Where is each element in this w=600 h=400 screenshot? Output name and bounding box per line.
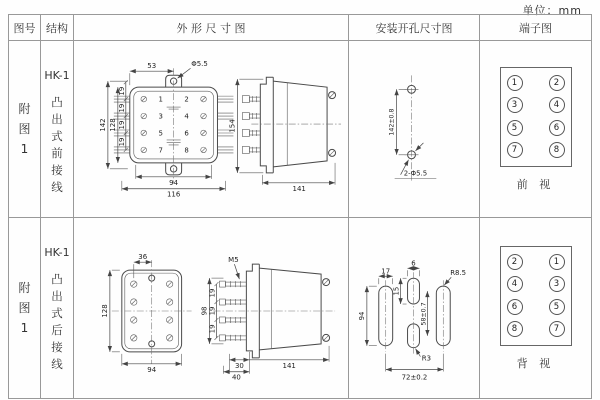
row2-terminal bbox=[480, 218, 591, 398]
dim-72-tol: 72±0.2 bbox=[401, 373, 428, 382]
terminal-column-left bbox=[507, 254, 523, 338]
row2-fig-no bbox=[9, 218, 41, 398]
structure-text: 凸出式后接线 bbox=[51, 272, 63, 371]
dim-154: 154 bbox=[228, 118, 237, 133]
terminal-pin: 5 bbox=[507, 120, 523, 136]
dim-40: 40 bbox=[231, 373, 241, 382]
terminal-number: 2 bbox=[184, 95, 189, 104]
terminal-view-label: 背 视 bbox=[516, 356, 555, 370]
terminal-column-right bbox=[549, 75, 565, 159]
side-view-dimensions bbox=[228, 79, 335, 193]
dim-19: 19 bbox=[208, 324, 217, 334]
spec-table bbox=[8, 14, 592, 399]
panel-cutouts bbox=[379, 272, 450, 353]
fig-no-text: 附图1 bbox=[18, 281, 31, 335]
row2-mounting bbox=[349, 218, 480, 398]
terminal-box-front bbox=[500, 67, 572, 167]
mounting-holes-drawing-front-wiring bbox=[349, 41, 479, 218]
side-terminal-screws bbox=[242, 95, 260, 153]
dim-30: 30 bbox=[234, 361, 244, 370]
dim-58-tol: 58±0.7 bbox=[420, 302, 428, 326]
header-structure: 结构 bbox=[41, 15, 74, 41]
terminal-pin: 3 bbox=[549, 276, 565, 292]
dim-94: 94 bbox=[147, 365, 157, 374]
row1-terminal bbox=[480, 41, 591, 218]
rear-view-dimensions bbox=[101, 253, 182, 374]
terminal-number: 1 bbox=[158, 95, 163, 104]
dim-19: 19 bbox=[208, 288, 217, 298]
terminal-number: 5 bbox=[158, 128, 163, 137]
mounting-dimensions bbox=[389, 89, 437, 178]
terminal-pin: 4 bbox=[507, 276, 523, 292]
terminal-column-left bbox=[507, 75, 523, 159]
dim-15: 15 bbox=[392, 286, 401, 296]
terminal-pin: 1 bbox=[549, 254, 565, 270]
terminal-view-label: 前 视 bbox=[516, 177, 555, 191]
terminal-number: 6 bbox=[184, 128, 189, 137]
dim-116: 116 bbox=[166, 190, 181, 199]
terminal-pin: 8 bbox=[549, 142, 565, 158]
dim-94: 94 bbox=[357, 311, 366, 321]
relay-rear-view bbox=[112, 260, 192, 364]
header-terminal: 端子图 bbox=[480, 15, 591, 41]
screw-spec: M5 bbox=[228, 256, 239, 265]
dim-53: 53 bbox=[147, 61, 157, 70]
terminal-pin: 6 bbox=[549, 120, 565, 136]
model-label: HK-1 bbox=[44, 69, 70, 82]
terminal-number: 7 bbox=[158, 145, 163, 154]
model-label: HK-1 bbox=[44, 246, 70, 259]
terminal-box-rear bbox=[500, 246, 572, 346]
dim-36: 36 bbox=[138, 253, 148, 262]
outline-drawing-front-wiring bbox=[74, 41, 348, 218]
terminal-pin: 1 bbox=[507, 75, 523, 91]
terminal-pin: 8 bbox=[507, 321, 523, 337]
row1-structure bbox=[41, 41, 74, 218]
terminal-pin: 6 bbox=[507, 299, 523, 315]
dim-94: 94 bbox=[169, 178, 179, 187]
holes-label: 2-Φ5.5 bbox=[403, 169, 428, 178]
terminal-pin: 7 bbox=[507, 142, 523, 158]
row1-fig-no bbox=[9, 41, 41, 218]
dim-141: 141 bbox=[292, 184, 306, 193]
nameplate-marks bbox=[167, 107, 181, 145]
terminal-pin: 5 bbox=[549, 299, 565, 315]
terminal-pin: 2 bbox=[549, 75, 565, 91]
row2-structure bbox=[41, 218, 74, 398]
dim-6: 6 bbox=[411, 259, 416, 268]
terminal-pin: 4 bbox=[549, 97, 565, 113]
dim-19: 19 bbox=[117, 137, 126, 146]
dim-19: 19 bbox=[117, 103, 126, 113]
dim-141: 141 bbox=[282, 361, 296, 370]
relay-side-view bbox=[242, 77, 341, 173]
structure-text: 凸出式前接线 bbox=[51, 95, 63, 194]
dim-hole: Φ5.5 bbox=[191, 59, 208, 68]
mounting-holes-drawing-rear-wiring bbox=[349, 218, 479, 398]
dim-17: 17 bbox=[381, 267, 391, 276]
header-outline: 外 形 尺 寸 图 bbox=[74, 15, 349, 41]
terminal-number: 3 bbox=[158, 112, 163, 121]
row1-outline bbox=[74, 41, 349, 218]
outline-drawing-rear-wiring bbox=[74, 218, 348, 398]
header-mounting: 安装开孔尺寸图 bbox=[349, 15, 480, 41]
dim-98: 98 bbox=[200, 306, 209, 316]
dim-19: 19 bbox=[208, 306, 217, 316]
radius-R3: R3 bbox=[421, 354, 432, 363]
dim-19: 19 bbox=[117, 120, 126, 129]
terminal-column-right bbox=[549, 254, 565, 338]
fig-no-text: 附图1 bbox=[18, 102, 31, 156]
terminal-number: 4 bbox=[184, 112, 189, 121]
dim-142: 142 bbox=[98, 117, 107, 132]
dim-19: 19 bbox=[117, 86, 126, 96]
row2-outline bbox=[74, 218, 349, 398]
relay-side-view-rear bbox=[213, 264, 335, 358]
terminal-number: 8 bbox=[184, 145, 189, 154]
dim-128: 128 bbox=[100, 304, 109, 318]
row1-mounting bbox=[349, 41, 480, 218]
terminal-pin: 2 bbox=[507, 254, 523, 270]
dim-128: 128 bbox=[108, 117, 117, 132]
header-fig-no: 图号 bbox=[9, 15, 41, 41]
terminal-pin: 7 bbox=[549, 321, 565, 337]
radius-R8.5: R8.5 bbox=[450, 269, 467, 278]
side-view-rear-dimensions bbox=[201, 256, 330, 382]
dim-142-tol: 142±0.8 bbox=[388, 108, 396, 136]
terminal-pin: 3 bbox=[507, 97, 523, 113]
relay-front-view bbox=[114, 68, 237, 187]
unit-label: 单位：mm bbox=[522, 4, 582, 17]
